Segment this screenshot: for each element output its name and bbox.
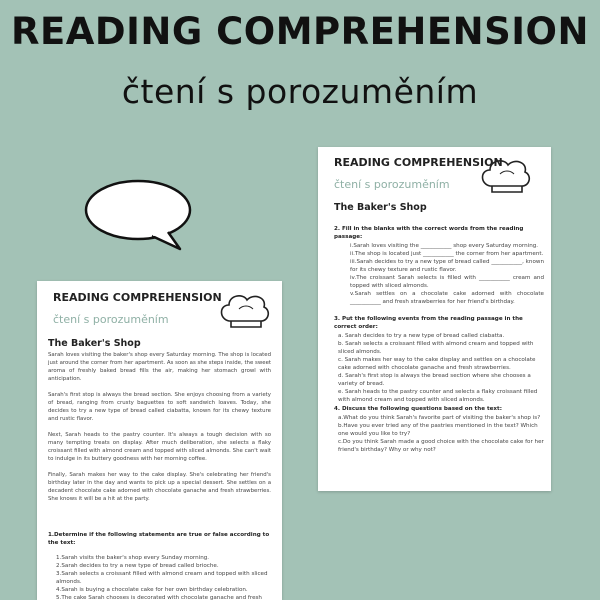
tf-item: 1.Sarah visits the baker's shop every Sunday morning. <box>56 555 210 561</box>
story-paragraph: Sarah loves visiting the baker's shop every Saturday morning. The shop is located just around the corner from her apartment. As soon as she steps inside, the sweet aroma of freshly baked bread fills the air, making her stomach growl with anticipation. <box>48 352 271 382</box>
worksheet-questions-page <box>318 147 551 491</box>
sheet-header: READING COMPREHENSION <box>53 291 222 304</box>
fill-item: v.Sarah settles on a chocolate cake adorned with chocolate ___________ and fresh strawberries for her friend's birthday. <box>350 291 544 305</box>
tf-item: 2.Sarah decides to try a new type of bread called brioche. <box>56 563 219 569</box>
true-false-section <box>48 531 271 600</box>
story-text <box>48 351 271 503</box>
main-title-english: READING COMPREHENSION <box>11 10 589 53</box>
chef-hat-icon <box>478 156 532 196</box>
main-title-czech: čtení s porozuměním <box>121 72 479 111</box>
speech-bubble-icon <box>82 177 197 252</box>
fill-item: ii.The shop is located just ___________ the corner from her apartment. <box>350 251 544 257</box>
story-title: The Baker's Shop <box>334 202 427 213</box>
discuss-item: b.Have you ever tried any of the pastries mentioned in the text? Which one would you like to try? <box>338 423 538 437</box>
fill-item: iii.Sarah decides to try a new type of bread called ___________, known for its chewy texture and rustic flavor. <box>350 259 544 273</box>
story-paragraph: Finally, Sarah makes her way to the cake display. She's celebrating her friend's birthday later in the day and wants to pick up a special dessert. She settles on a decadent chocolate cake adorned with chocolate ganache and fresh strawberries. She knows it will be a hit at the party. <box>48 472 271 502</box>
tf-item: 4.Sarah is buying a chocolate cake for her own birthday celebration. <box>56 587 248 593</box>
fill-heading: 2. Fill in the blanks with the correct words from the reading passage: <box>334 226 524 240</box>
fill-item: iv.The croissant Sarah selects is filled with ___________ cream and topped with sliced almonds. <box>350 275 544 289</box>
discuss-item: c.Do you think Sarah made a good choice with the chocolate cake for her friend's birthday? Why or why not? <box>338 439 544 453</box>
chef-hat-icon <box>217 291 271 331</box>
tf-item: 5.The cake Sarah chooses is decorated with chocolate ganache and fresh <box>56 595 262 600</box>
worksheet-story-page <box>37 281 282 600</box>
order-section <box>334 315 544 404</box>
story-title: The Baker's Shop <box>48 338 141 349</box>
tf-heading: 1.Determine if the following statements are true or false according to the text: <box>48 532 270 546</box>
sheet-subheader: čtení s porozuměním <box>53 313 169 326</box>
fill-item: i.Sarah loves visiting the ___________ shop every Saturday morning. <box>350 243 539 249</box>
sheet-header: READING COMPREHENSION <box>334 156 503 169</box>
story-paragraph: Next, Sarah heads to the pastry counter. It's always a tough decision with so many tempting treats on display. After much deliberation, she selects a flaky croissant filled with almond cream and topped with sliced almonds. She can't wait to indulge in its buttery goodness with her morning coffee. <box>48 432 271 462</box>
order-item: b. Sarah selects a croissant filled with almond cream and topped with sliced almonds. <box>338 341 534 355</box>
order-item: e. Sarah heads to the pastry counter and selects a flaky croissant filled with almond cream and topped with sliced almonds. <box>338 389 538 403</box>
tf-item: 3.Sarah selects a croissant filled with almond cream and topped with sliced almonds. <box>56 571 268 585</box>
discuss-item: a.What do you think Sarah's favorite part of visiting the baker's shop is? <box>338 415 541 421</box>
discuss-section <box>334 405 544 454</box>
story-paragraph: Sarah's first stop is always the bread section. She enjoys choosing from a variety of bread, ranging from crusty baguettes to soft sandwich loaves. Today, she decides to try a new type of bread called ciabatta, known for its chewy texture and rustic flavor. <box>48 392 271 422</box>
discuss-heading: 4. Discuss the following questions based on the text: <box>334 406 502 412</box>
order-heading: 3. Put the following events from the reading passage in the correct order: <box>334 316 523 330</box>
order-item: a. Sarah decides to try a new type of bread called ciabatta. <box>338 333 505 339</box>
fill-in-section <box>334 225 544 306</box>
sheet-subheader: čtení s porozuměním <box>334 178 450 191</box>
order-item: c. Sarah makes her way to the cake display and settles on a chocolate cake adorned with chocolate ganache and fresh strawberries. <box>338 357 536 371</box>
order-item: d. Sarah's first stop is always the bread section where she chooses a variety of bread. <box>338 373 531 387</box>
